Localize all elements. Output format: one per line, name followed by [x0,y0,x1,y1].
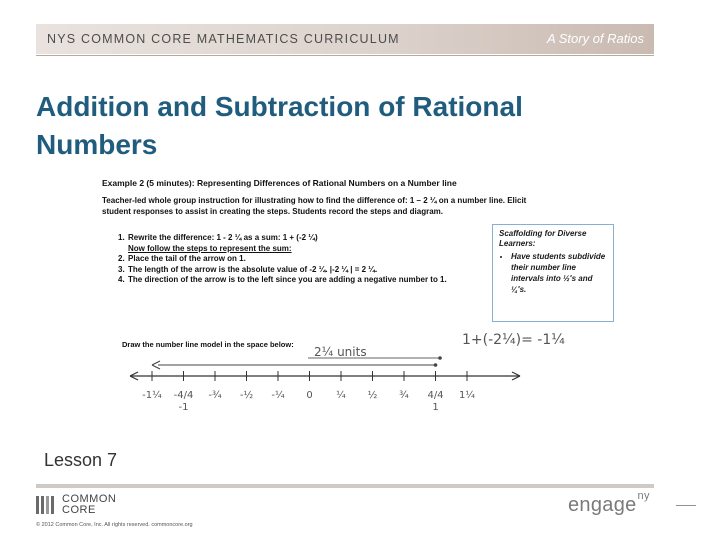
header-divider [36,55,654,56]
tick-label: -¾ [208,390,222,401]
step-item: 3. The length of the arrow is the absolute value of -2 ¼. |-2 ¼ | = 2 ¼. [118,264,378,274]
logo-line1: COMMON [62,493,117,505]
header-band [36,24,654,54]
engageny-logo: engage$^{ny}$ [568,490,650,516]
tick-label: -4/4 [173,390,194,401]
step-item: 4. The direction of the arrow is to the left since you are adding a negative number to 1. [118,275,447,284]
tick-label: 4/4 [427,390,444,401]
length-bracket-end [438,356,442,360]
tick-label: -¼ [271,390,285,401]
equation-label: 1+(-2¼)= -1¼ [462,332,565,348]
arrow-tail [434,363,438,367]
scaffolding-title: Scaffolding for Diverse Learners: [499,229,587,248]
tick-label: -½ [239,390,254,401]
tick-label: -1 [178,402,189,413]
tick-label: 0 [306,390,313,401]
worksheet-image [96,176,636,426]
number-line-diagram [96,176,636,426]
tick-label: 1 [432,402,439,413]
tick-label: ½ [367,390,378,401]
scaffolding-bullet: • Have students subdivide their number line intervals into ½'s and ¼'s. [511,251,607,295]
tick-label: -1¼ [142,390,162,401]
copyright-text: © 2012 Common Core, Inc. All rights reserved. commoncore.org [36,522,193,528]
arrow-length-label: 2¼ units [314,345,367,359]
example-heading: Example 2 (5 minutes): Representing Differences of Rational Numbers on a Number line [102,178,457,188]
footer-rule [676,505,696,506]
step-item: 2. Place the tail of the arrow on 1. [118,254,246,263]
step-item: 1. Rewrite the difference: 1 - 2 ¼ as a sum: 1 + (-2 ¼) Now follow the steps to represent the sum: [118,233,318,253]
example-intro: Teacher-led whole group instruction for illustrating how to find the difference of: 1 – 2 ¼ on a number line. Elicit student responses to assist in creating the steps. Students record the steps and diagram. [102,196,527,216]
tick-label: ¾ [399,390,409,401]
page-title: Addition and Subtraction of Rational Numbers [36,91,523,160]
curriculum-label: NYS COMMON CORE MATHEMATICS CURRICULUM [47,32,400,46]
footer-divider [36,484,654,488]
tick-label: 1¼ [458,390,476,401]
number-line-prompt: Draw the number line model in the space below: [122,340,294,349]
story-label: A Story of Ratios [546,31,644,46]
common-core-logo [36,494,136,518]
lesson-label: Lesson 7 [44,450,118,470]
logo-line2: CORE [62,504,96,516]
tick-label: ¼ [336,390,346,401]
